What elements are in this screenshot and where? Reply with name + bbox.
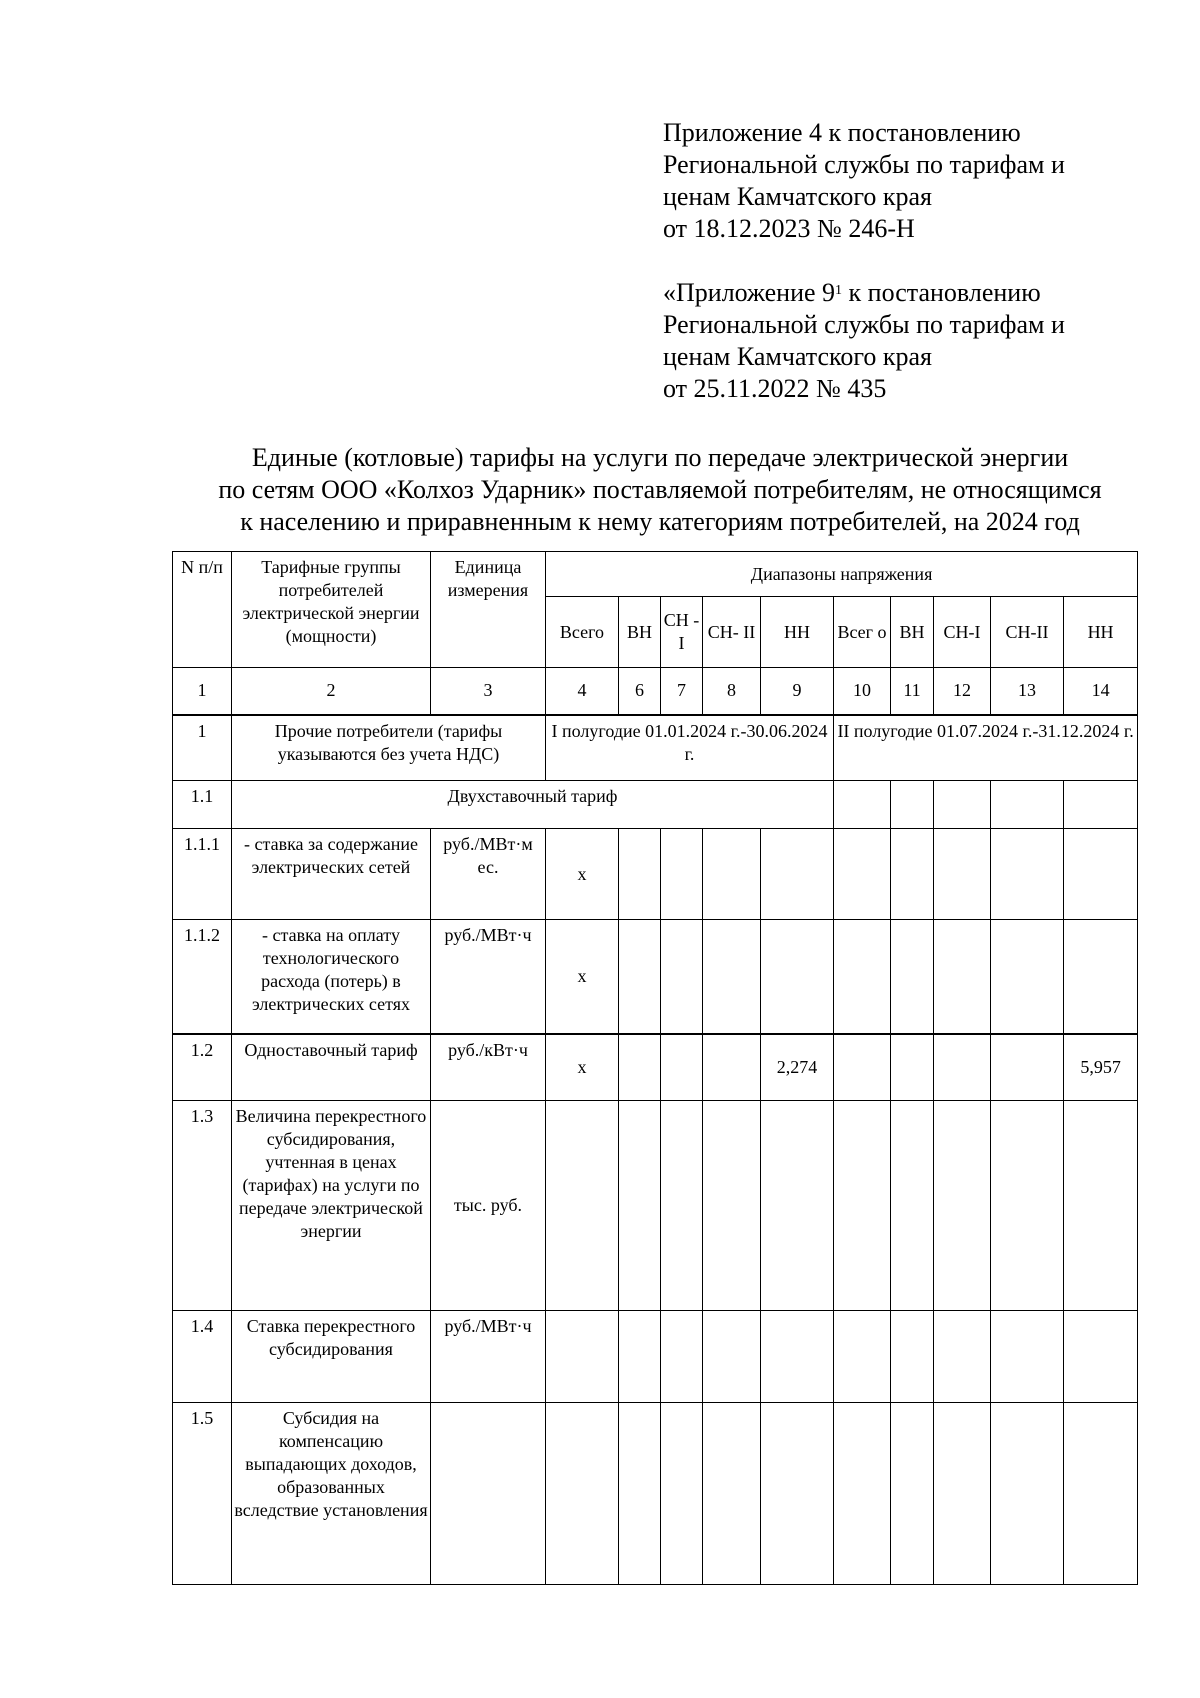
header-sub-cell: СН -I (661, 597, 703, 668)
row-num: 1.5 (173, 1403, 232, 1585)
header-sub-cell: СН- II (703, 597, 761, 668)
table-row (173, 1034, 1138, 1101)
header-sub-cell: НН (761, 597, 834, 668)
header-sub-cell: ВН (891, 597, 934, 668)
column-number: 6 (619, 668, 661, 715)
row-unit: руб./МВт·м ес. (431, 829, 546, 920)
table-row (173, 1403, 1138, 1585)
table-row (173, 920, 1138, 1034)
title-line-2: по сетям ООО «Колхоз Ударник» поставляемой потребителям, не относящимся (218, 475, 1102, 504)
row-name: Ставка перекрестного субсидирования (232, 1311, 431, 1403)
appendix-line-1: Приложение 4 к постановлению (663, 118, 1021, 147)
original-appendix-line-1 (663, 277, 1143, 309)
appendix-line-3: ценам Камчатского края (663, 182, 932, 211)
original-appendix-line-2: Региональной службы по тарифам и (663, 310, 1065, 339)
row-num: 1.1 (173, 781, 232, 829)
second-half-year: II полугодие 01.07.2024 г.-31.12.2024 г. (834, 715, 1138, 781)
header-unit: Единица измерения (431, 552, 546, 668)
table-row (173, 1311, 1138, 1403)
title-line-3: к населению и приравненным к нему категориям потребителей, на 2024 год (240, 507, 1080, 536)
table-row (173, 781, 1138, 829)
header-sub-cell: СН-I (934, 597, 991, 668)
row-num: 1.1.2 (173, 920, 232, 1034)
original-appendix-line-3: ценам Камчатского края (663, 342, 932, 371)
header-groups: Тарифные группы потребителей электрической энергии (мощности) (232, 552, 431, 668)
header-sub-cell: Всег о (834, 597, 891, 668)
section-name: Прочие потребители (тарифы указываются без учета НДС) (232, 715, 546, 781)
row-num: 1.3 (173, 1101, 232, 1311)
tariff-table (172, 551, 1138, 1585)
row-name: Двухставочный тариф (232, 781, 834, 829)
column-number: 7 (661, 668, 703, 715)
appendix-superscript: 1 (835, 283, 843, 298)
header-sub-cell: СН-II (991, 597, 1064, 668)
appendix-line-4: от 18.12.2023 № 246-Н (663, 214, 915, 243)
column-number-row (173, 668, 1138, 715)
original-appendix-reference (663, 277, 1143, 405)
table-row (173, 1101, 1138, 1311)
column-number: 2 (232, 668, 431, 715)
section-row (173, 715, 1138, 781)
column-number: 1 (173, 668, 232, 715)
column-number: 14 (1064, 668, 1138, 715)
section-num: 1 (173, 715, 232, 781)
document-title (170, 442, 1150, 538)
row-name: - ставка на оплату технологического расхода (потерь) в электрических сетях (232, 920, 431, 1034)
nn-value-second-half: 5,957 (1064, 1034, 1138, 1101)
row-name: Величина перекрестного субсидирования, учтенная в ценах (тарифах) на услуги по передаче электрической энергии (232, 1101, 431, 1311)
column-number: 11 (891, 668, 934, 715)
column-number: 3 (431, 668, 546, 715)
column-number: 9 (761, 668, 834, 715)
row-unit: руб./кВт·ч (431, 1034, 546, 1101)
appendix-line-2: Региональной службы по тарифам и (663, 150, 1065, 179)
header-sub-cell: НН (1064, 597, 1138, 668)
header-sub-cell: Всего (546, 597, 619, 668)
row-unit: руб./МВт·ч (431, 920, 546, 1034)
nn-value-first-half: 2,274 (761, 1034, 834, 1101)
title-line-1: Единые (котловые) тарифы на услуги по передаче электрической энергии (251, 443, 1069, 472)
appendix-reference (663, 117, 1143, 245)
original-appendix-prefix: «Приложение 9 (663, 278, 836, 307)
row-name: Субсидия на компенсацию выпадающих доходов, образованных вследствие установления (232, 1403, 431, 1585)
row-num: 1.1.1 (173, 829, 232, 920)
column-number: 12 (934, 668, 991, 715)
header-num: N п/п (173, 552, 232, 668)
column-number: 13 (991, 668, 1064, 715)
column-number: 10 (834, 668, 891, 715)
original-appendix-suffix: к постановлению (842, 278, 1041, 307)
row-total: х (546, 1034, 619, 1101)
row-name: Одноставочный тариф (232, 1034, 431, 1101)
header-ranges: Диапазоны напряжения (546, 552, 1138, 597)
table-header-row (173, 552, 1138, 597)
row-num: 1.2 (173, 1034, 232, 1101)
row-unit: руб./МВт·ч (431, 1311, 546, 1403)
row-total: х (546, 829, 619, 920)
row-unit: тыс. руб. (431, 1101, 546, 1311)
column-number: 4 (546, 668, 619, 715)
table-row (173, 829, 1138, 920)
row-name: - ставка за содержание электрических сетей (232, 829, 431, 920)
first-half-year: I полугодие 01.01.2024 г.-30.06.2024 г. (546, 715, 834, 781)
header-sub-cell: ВН (619, 597, 661, 668)
original-appendix-line-4: от 25.11.2022 № 435 (663, 374, 887, 403)
row-total: х (546, 920, 619, 1034)
row-num: 1.4 (173, 1311, 232, 1403)
column-number: 8 (703, 668, 761, 715)
